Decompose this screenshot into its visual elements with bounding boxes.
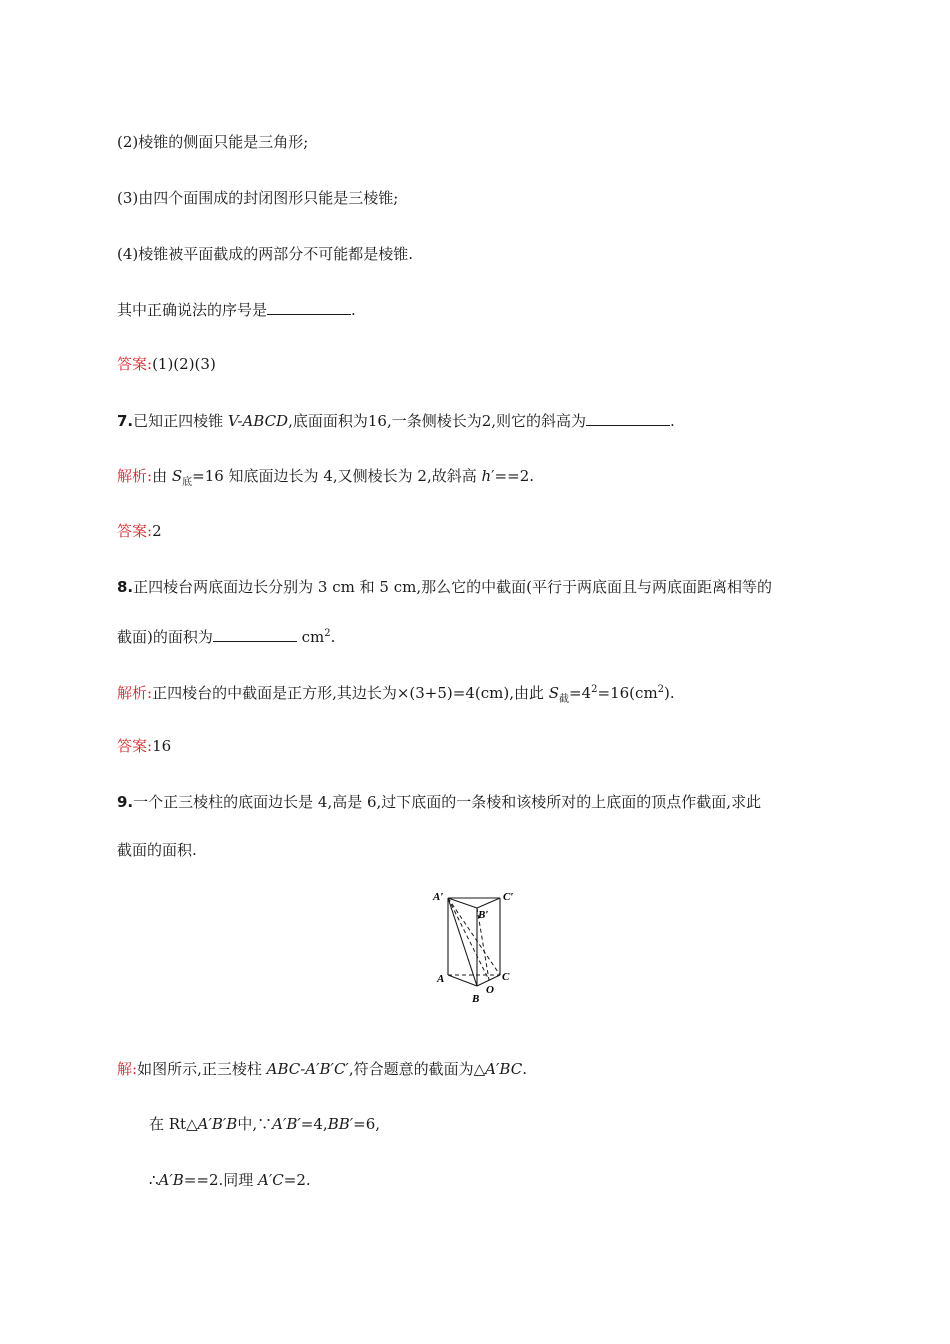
answer-blank: [213, 627, 297, 642]
analysis-label: 解析:: [117, 684, 153, 702]
a8-text-b: =4: [569, 684, 592, 702]
a8-text-a: 正四棱台的中截面是正方形,其边长为×(3+5)=4(cm),由此: [152, 684, 549, 702]
a7-s: S: [171, 467, 183, 485]
solution-step-2: [149, 1170, 311, 1190]
solution-9: [117, 1059, 527, 1079]
statement-4: (4)棱锥被平面截成的两部分不可能都是棱锥.: [117, 245, 414, 263]
question-8-line2: [117, 624, 335, 647]
label-c1: C′: [503, 891, 514, 903]
period: .: [522, 1060, 527, 1078]
a7-text-c: ′==2.: [491, 467, 535, 485]
sol-prism: ABC-A′B′C′: [266, 1060, 349, 1078]
question-9-line2: 截面的面积.: [117, 841, 197, 859]
label-c: C: [502, 971, 510, 983]
a7-h: h: [481, 467, 492, 485]
prompt-text: 其中正确说法的序号是: [117, 301, 268, 319]
a8-sup2: 2: [657, 684, 665, 695]
answer-7: [117, 521, 162, 541]
label-o: O: [486, 984, 494, 996]
s2-text-a: 在 Rt△: [149, 1115, 198, 1133]
a8-sup: 2: [591, 684, 598, 695]
statement-2: (2)棱锥的侧面只能是三角形;: [117, 133, 309, 151]
answer-blank: [267, 300, 351, 315]
sol-text-a: 如图所示,正三棱柱: [137, 1060, 267, 1078]
question-number: 9.: [117, 793, 134, 811]
solution-label: 解:: [117, 1060, 138, 1078]
question-9-line1: [117, 792, 761, 812]
s3-edge-2: A′C: [258, 1171, 284, 1189]
a8-sub: 截: [559, 694, 570, 705]
period: .: [351, 301, 356, 319]
answer-blank: [586, 411, 670, 426]
sol-text-b: ,符合题意的截面为△: [348, 1060, 486, 1078]
q9-text-1: 一个正三棱柱的底面边长是 4,高是 6,过下底面的一条棱和该棱所对的上底面的顶点作截面,求此: [133, 793, 762, 811]
question-7: [117, 411, 675, 431]
answer-value: (1)(2)(3): [152, 355, 216, 373]
s2-text-c: =4,: [300, 1115, 328, 1133]
answer-value: 2: [152, 522, 162, 540]
analysis-label: 解析:: [117, 467, 153, 485]
q7-pyramid: V-ABCD: [227, 412, 289, 430]
s2-triangle: A′B′B: [197, 1115, 238, 1133]
analysis-8: [117, 680, 675, 710]
q8-sup: 2: [324, 628, 331, 639]
a7-text-b: =16 知底面边长为 4,又侧棱长为 2,故斜高: [192, 467, 482, 485]
label-a1: A′: [433, 891, 444, 903]
question-8-line1: [117, 577, 772, 597]
sol-triangle: A′BC: [485, 1060, 523, 1078]
solution-step-1: [149, 1114, 380, 1134]
s3-therefore: ∴: [149, 1171, 159, 1189]
a8-text-c: =16(cm: [597, 684, 658, 702]
s2-edge-2: BB′: [327, 1115, 354, 1133]
label-a: A: [437, 973, 445, 985]
statement-3: (3)由四个面围成的封闭图形只能是三棱锥;: [117, 189, 399, 207]
question-prompt: [117, 300, 356, 320]
s3-edge-1: A′B: [158, 1171, 184, 1189]
answer-8: [117, 736, 171, 756]
period: .: [670, 412, 675, 430]
a8-s: S: [548, 684, 560, 702]
q8-text-2: 截面)的面积为: [117, 628, 213, 646]
a8-text-d: ).: [664, 684, 675, 702]
answer-label: 答案:: [117, 737, 153, 755]
label-b: B: [472, 993, 480, 1005]
s3-text-b: ==2.同理: [183, 1171, 259, 1189]
question-number: 8.: [117, 578, 134, 596]
s2-text-d: =6,: [353, 1115, 381, 1133]
analysis-7: [117, 466, 534, 493]
question-number: 7.: [117, 412, 134, 430]
period: .: [330, 628, 336, 646]
answer-value: 16: [152, 737, 172, 755]
prism-figure: [428, 886, 528, 1010]
q8-unit: cm: [296, 628, 325, 646]
q8-text-1: 正四棱台两底面边长分别为 3 cm 和 5 cm,那么它的中截面(平行于两底面且与两底面距离相等的: [133, 578, 772, 596]
answer-label: 答案:: [117, 355, 153, 373]
s3-text-c: =2.: [283, 1171, 311, 1189]
s2-edge-1: A′B′: [272, 1115, 301, 1133]
a7-text-a: 由: [152, 467, 172, 485]
label-b1: B′: [478, 909, 489, 921]
q7-text-a: 已知正四棱锥: [133, 412, 228, 430]
answer-6: [117, 354, 216, 374]
q7-text-b: ,底面面积为16,一条侧棱长为2,则它的斜高为: [288, 412, 587, 430]
answer-label: 答案:: [117, 522, 153, 540]
s2-text-b: 中,∵: [237, 1115, 273, 1133]
a7-sub: 底: [182, 477, 193, 488]
